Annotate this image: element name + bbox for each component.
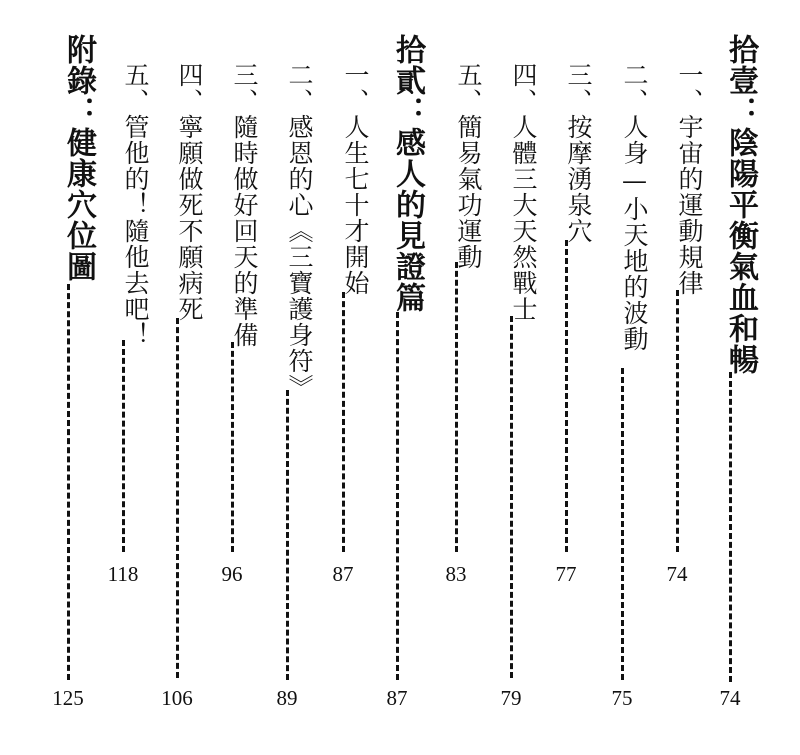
toc-entry-chapter-12 <box>372 0 425 755</box>
toc-entry-page-number: 87 <box>332 562 354 586</box>
dot-leader <box>286 390 289 680</box>
toc-entry-title: 五、簡易氣功運動 <box>454 62 483 270</box>
toc-entry-title: 二、人身—小天地的波動 <box>620 62 649 352</box>
dot-leader <box>729 372 732 682</box>
dot-leader <box>176 318 179 678</box>
toc-entry-appendix <box>43 0 96 755</box>
dot-leader <box>396 312 399 680</box>
dot-leader <box>67 284 70 680</box>
dot-leader <box>621 368 624 680</box>
toc-entry-page-number: 89 <box>276 686 298 710</box>
toc-entry-title: 三、隨時做好回天的準備 <box>230 62 259 348</box>
toc-entry-section <box>486 0 536 755</box>
toc-entry-section <box>431 0 481 755</box>
toc-entry-page-number: 125 <box>52 686 84 710</box>
dot-leader <box>510 316 513 678</box>
toc-entry-section <box>262 0 312 755</box>
toc-entry-title: 拾壹：陰陽平衡氣血和暢 <box>723 34 758 375</box>
toc-entry-section <box>652 0 702 755</box>
toc-entry-title: 三、按摩湧泉穴 <box>564 62 593 244</box>
toc-entry-title: 附錄：健康穴位圖 <box>61 34 96 282</box>
dot-leader <box>565 240 568 552</box>
toc-entry-title: 二、感恩的心《三寶護身符》 <box>285 62 314 400</box>
toc-entry-page-number: 79 <box>500 686 522 710</box>
dot-leader <box>231 342 234 552</box>
toc-entry-section <box>318 0 368 755</box>
dot-leader <box>455 262 458 552</box>
toc-entry-section <box>152 0 202 755</box>
toc-entry-section <box>541 0 591 755</box>
toc-entry-title: 五、管他的！隨他去吧！ <box>121 62 150 348</box>
toc-entry-page-number: 75 <box>611 686 633 710</box>
dot-leader <box>342 292 345 552</box>
toc-entry-title: 拾貳：感人的見證篇 <box>390 34 425 313</box>
toc-entry-page-number: 118 <box>107 562 139 586</box>
toc-entry-section <box>207 0 257 755</box>
toc-entry-title: 四、人體三大天然戰士 <box>509 62 538 322</box>
dot-leader <box>122 340 125 552</box>
toc-entry-page-number: 87 <box>386 686 408 710</box>
toc-entry-page-number: 77 <box>555 562 577 586</box>
toc-entry-title: 四、寧願做死不願病死 <box>175 62 204 322</box>
toc-entry-page-number: 83 <box>445 562 467 586</box>
toc-entry-page-number: 96 <box>221 562 243 586</box>
toc-entry-page-number: 106 <box>161 686 193 710</box>
toc-entry-page-number: 74 <box>666 562 688 586</box>
toc-entry-page-number: 74 <box>719 686 741 710</box>
dot-leader <box>676 290 679 552</box>
toc-entry-title: 一、人生七十才開始 <box>341 62 370 296</box>
toc-entry-section <box>98 0 148 755</box>
toc-entry-title: 一、宇宙的運動規律 <box>675 62 704 296</box>
toc-entry-chapter-11 <box>705 0 758 755</box>
toc-entry-section <box>597 0 647 755</box>
